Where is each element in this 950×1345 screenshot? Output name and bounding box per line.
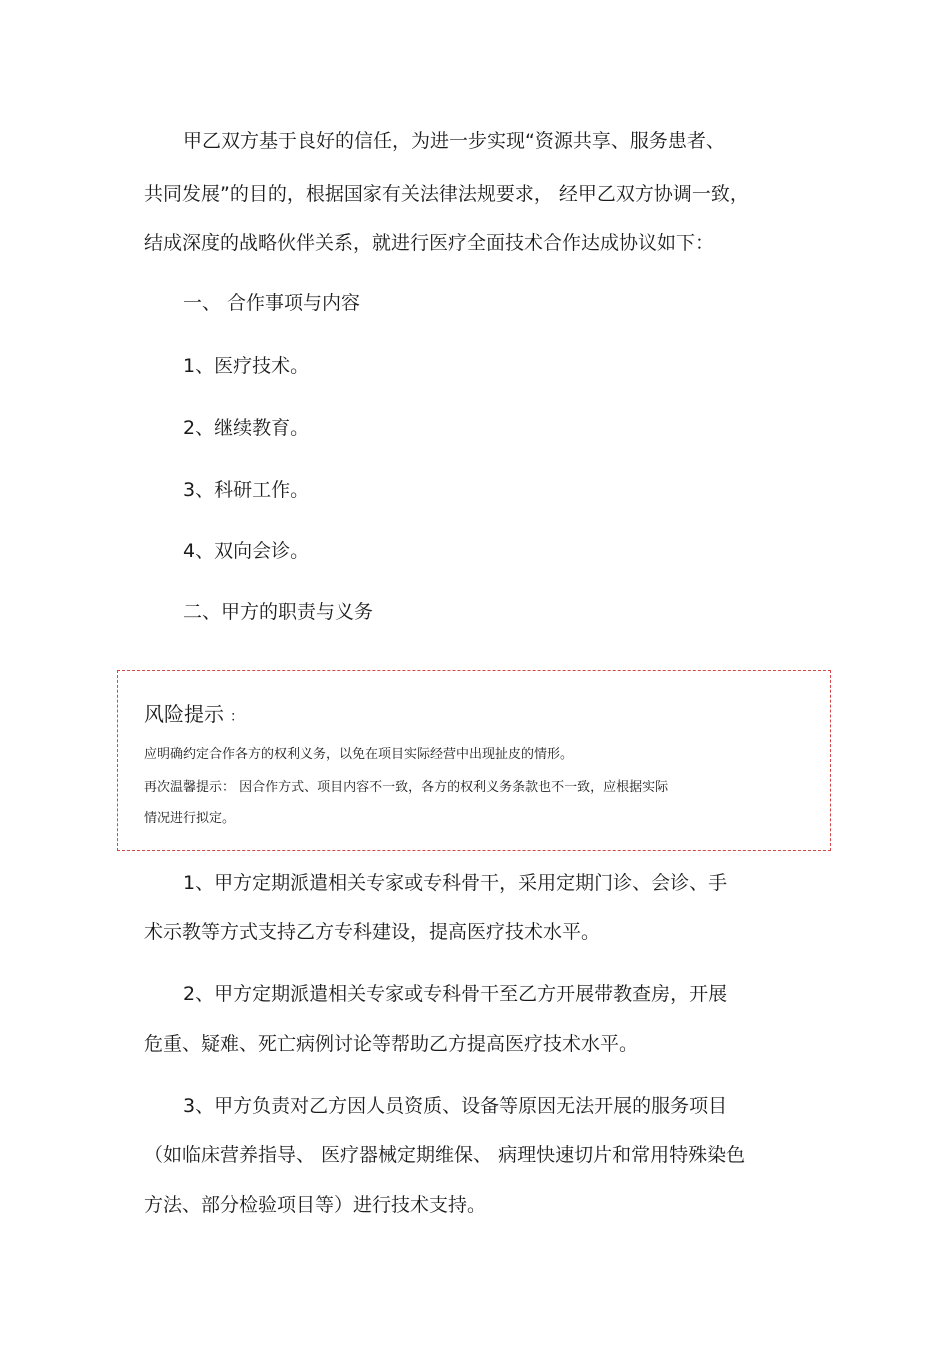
risk-notice-line-2: 再次温馨提示： 因合作方式、项目内容不一致，各方的权利义务条款也不一致，应根据实际 xyxy=(144,780,669,795)
duty-2-line-2: 危重、疑难、死亡病例讨论等帮助乙方提高医疗技术水平。 xyxy=(144,1033,639,1055)
risk-notice-box xyxy=(117,670,831,851)
risk-notice-colon: ： xyxy=(230,709,244,725)
risk-notice-line-1: 应明确约定合作各方的权利义务，以免在项目实际经营中出现扯皮的情形。 xyxy=(144,747,574,762)
intro-line-2: 共同发展”的目的，根据国家有关法律法规要求， 经甲乙双方协调一致， xyxy=(144,183,749,205)
section-2-heading: 二、甲方的职责与义务 xyxy=(183,601,374,623)
risk-notice-title-text: 风险提示 xyxy=(144,702,224,726)
risk-notice-title xyxy=(144,701,244,730)
section-1-item-4: 4、双向会诊。 xyxy=(183,540,310,562)
intro-line-1: 甲乙双方基于良好的信任，为进一步实现“资源共享、服务患者、 xyxy=(183,130,725,152)
duty-2-line-1: 2、甲方定期派遣相关专家或专科骨干至乙方开展带教查房，开展 xyxy=(183,983,728,1005)
duty-1-line-2: 术示教等方式支持乙方专科建设，提高医疗技术水平。 xyxy=(144,921,601,943)
duty-1-line-1: 1、甲方定期派遣相关专家或专科骨干，采用定期门诊、会诊、手 xyxy=(183,872,728,894)
section-1-item-3: 3、科研工作。 xyxy=(183,479,310,501)
section-1-item-2: 2、继续教育。 xyxy=(183,417,310,439)
duty-3-line-1: 3、甲方负责对乙方因人员资质、设备等原因无法开展的服务项目 xyxy=(183,1095,728,1117)
duty-3-line-3: 方法、部分检验项目等）进行技术支持。 xyxy=(144,1194,487,1216)
intro-line-3: 结成深度的战略伙伴关系，就进行医疗全面技术合作达成协议如下： xyxy=(144,232,715,254)
section-1-item-1: 1、医疗技术。 xyxy=(183,355,310,377)
duty-3-line-2: （如临床营养指导、 医疗器械定期维保、 病理快速切片和常用特殊染色 xyxy=(144,1144,746,1166)
section-1-heading: 一、 合作事项与内容 xyxy=(183,292,361,314)
risk-notice-line-3: 情况进行拟定。 xyxy=(144,811,236,826)
